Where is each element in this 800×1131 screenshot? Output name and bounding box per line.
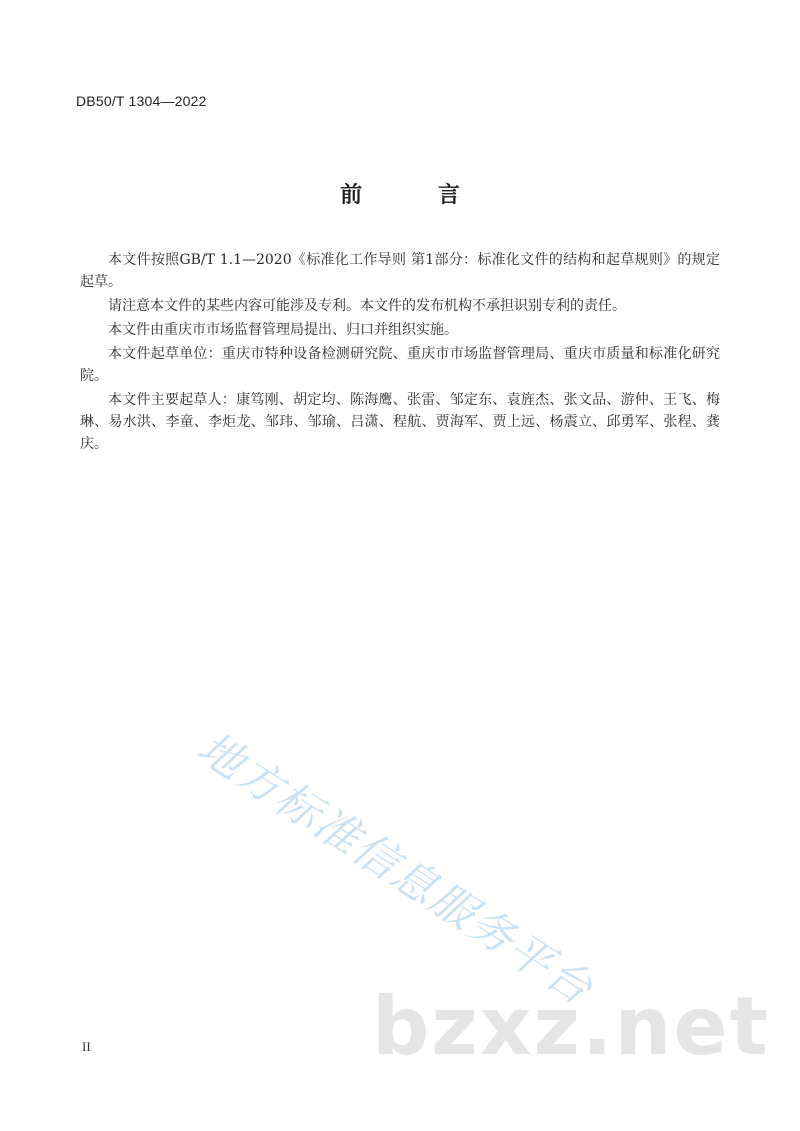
paragraph-patent-notice: 请注意本文件的某些内容可能涉及专利。本文件的发布机构不承担识别专利的责任。 bbox=[108, 298, 626, 314]
watermark-text: 地方标准信息服务平台 bbox=[188, 722, 603, 1016]
body-text bbox=[80, 249, 720, 457]
page-number: II bbox=[82, 1039, 91, 1054]
page-title: 前 言 bbox=[340, 183, 494, 208]
document-code: DB50/T 1304—2022 bbox=[76, 93, 207, 109]
paragraph-drafting-rules: 本文件按照GB/T 1.1—2020《标准化工作导则 第1部分：标准化文件的结构和起草规则》的规定起草。 bbox=[80, 252, 720, 290]
paragraph-drafters: 本文件主要起草人：康笃刚、胡定均、陈海鹰、张雷、邹定东、袁旌杰、张文品、游仲、王飞、梅琳、易水洪、李童、李炬龙、邹玮、邹瑜、吕潇、程航、贾海军、贾上远、杨震立、邱勇军、张程、龚庆。 bbox=[80, 392, 720, 452]
watermark-site: bzxz.net bbox=[372, 980, 770, 1073]
paragraph-drafting-units: 本文件起草单位：重庆市特种设备检测研究院、重庆市市场监督管理局、重庆市质量和标准化研究院。 bbox=[80, 346, 720, 384]
paragraph-proposer: 本文件由重庆市市场监督管理局提出、归口并组织实施。 bbox=[108, 322, 458, 338]
